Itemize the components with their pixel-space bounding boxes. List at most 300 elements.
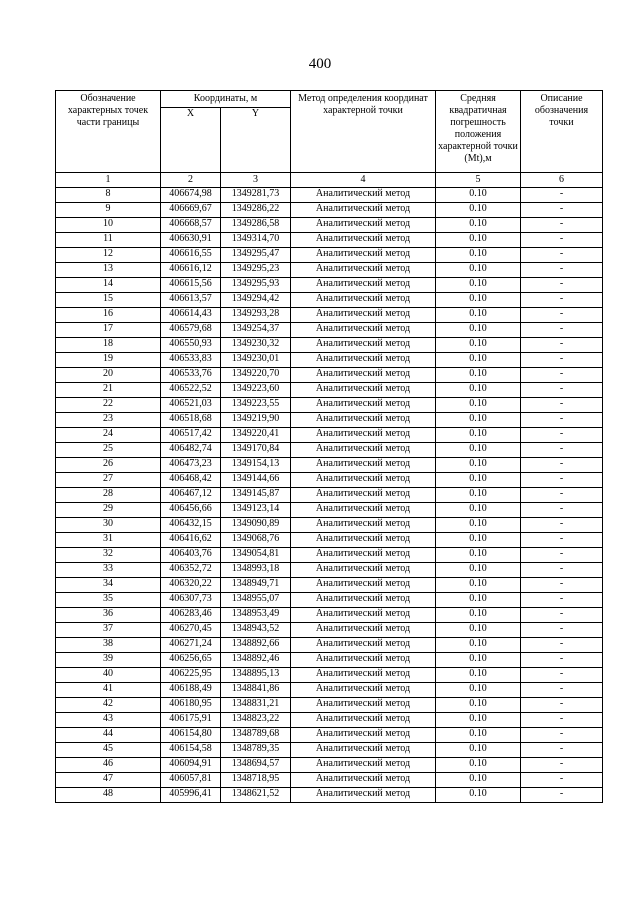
method-cell: Аналитический метод — [291, 503, 436, 518]
column-number: 2 — [161, 173, 221, 188]
y-coordinate-cell: 1349254,37 — [221, 323, 291, 338]
y-coordinate-cell: 1349286,58 — [221, 218, 291, 233]
table-row — [56, 698, 603, 713]
x-coordinate-cell: 406579,68 — [161, 323, 221, 338]
point-number-cell: 19 — [56, 353, 161, 368]
table-row — [56, 218, 603, 233]
description-cell: - — [521, 353, 603, 368]
point-number-cell: 28 — [56, 488, 161, 503]
y-coordinate-cell: 1348831,21 — [221, 698, 291, 713]
table-row — [56, 593, 603, 608]
column-number: 1 — [56, 173, 161, 188]
error-cell: 0.10 — [436, 563, 521, 578]
y-coordinate-cell: 1348694,57 — [221, 758, 291, 773]
x-coordinate-cell: 406550,93 — [161, 338, 221, 353]
error-cell: 0.10 — [436, 263, 521, 278]
table-row — [56, 308, 603, 323]
y-coordinate-cell: 1349230,01 — [221, 353, 291, 368]
error-cell: 0.10 — [436, 488, 521, 503]
description-cell: - — [521, 293, 603, 308]
method-cell: Аналитический метод — [291, 248, 436, 263]
table-row — [56, 353, 603, 368]
error-cell: 0.10 — [436, 308, 521, 323]
table-row — [56, 473, 603, 488]
y-coordinate-cell: 1348841,86 — [221, 683, 291, 698]
description-cell: - — [521, 413, 603, 428]
method-cell: Аналитический метод — [291, 188, 436, 203]
error-cell: 0.10 — [436, 473, 521, 488]
description-cell: - — [521, 443, 603, 458]
error-cell: 0.10 — [436, 758, 521, 773]
table-row — [56, 248, 603, 263]
point-number-cell: 18 — [56, 338, 161, 353]
error-cell: 0.10 — [436, 428, 521, 443]
method-cell: Аналитический метод — [291, 233, 436, 248]
method-cell: Аналитический метод — [291, 443, 436, 458]
point-number-cell: 36 — [56, 608, 161, 623]
column-number: 5 — [436, 173, 521, 188]
x-coordinate-cell: 406630,91 — [161, 233, 221, 248]
point-number-cell: 29 — [56, 503, 161, 518]
description-cell: - — [521, 653, 603, 668]
table-row — [56, 293, 603, 308]
y-coordinate-cell: 1349123,14 — [221, 503, 291, 518]
error-cell: 0.10 — [436, 278, 521, 293]
table-row — [56, 743, 603, 758]
method-cell: Аналитический метод — [291, 773, 436, 788]
point-number-cell: 38 — [56, 638, 161, 653]
point-number-cell: 20 — [56, 368, 161, 383]
method-cell: Аналитический метод — [291, 323, 436, 338]
y-coordinate-cell: 1348789,35 — [221, 743, 291, 758]
point-number-cell: 41 — [56, 683, 161, 698]
x-coordinate-cell: 406521,03 — [161, 398, 221, 413]
error-cell: 0.10 — [436, 668, 521, 683]
x-coordinate-cell: 406669,67 — [161, 203, 221, 218]
method-cell: Аналитический метод — [291, 758, 436, 773]
point-number-cell: 34 — [56, 578, 161, 593]
error-cell: 0.10 — [436, 248, 521, 263]
point-number-cell: 23 — [56, 413, 161, 428]
error-cell: 0.10 — [436, 383, 521, 398]
point-number-cell: 44 — [56, 728, 161, 743]
point-number-cell: 26 — [56, 458, 161, 473]
method-cell: Аналитический метод — [291, 338, 436, 353]
x-coordinate-cell: 406517,42 — [161, 428, 221, 443]
method-cell: Аналитический метод — [291, 518, 436, 533]
point-number-cell: 39 — [56, 653, 161, 668]
error-cell: 0.10 — [436, 218, 521, 233]
table-row — [56, 188, 603, 203]
y-coordinate-cell: 1349154,13 — [221, 458, 291, 473]
y-coordinate-cell: 1349219,90 — [221, 413, 291, 428]
method-cell: Аналитический метод — [291, 713, 436, 728]
method-cell: Аналитический метод — [291, 398, 436, 413]
description-cell: - — [521, 773, 603, 788]
y-coordinate-cell: 1348955,07 — [221, 593, 291, 608]
error-cell: 0.10 — [436, 728, 521, 743]
column-number: 6 — [521, 173, 603, 188]
point-number-cell: 11 — [56, 233, 161, 248]
table-row — [56, 728, 603, 743]
y-coordinate-cell: 1349294,42 — [221, 293, 291, 308]
x-coordinate-cell: 406416,62 — [161, 533, 221, 548]
point-number-cell: 21 — [56, 383, 161, 398]
description-cell: - — [521, 533, 603, 548]
boundary-points-table — [55, 90, 603, 803]
method-cell: Аналитический метод — [291, 668, 436, 683]
method-cell: Аналитический метод — [291, 788, 436, 803]
x-coordinate-cell: 406616,12 — [161, 263, 221, 278]
y-coordinate-cell: 1348943,52 — [221, 623, 291, 638]
x-coordinate-cell: 406668,57 — [161, 218, 221, 233]
page-number: 400 — [308, 56, 332, 72]
x-coordinate-cell: 406467,12 — [161, 488, 221, 503]
description-cell: - — [521, 188, 603, 203]
error-cell: 0.10 — [436, 713, 521, 728]
error-cell: 0.10 — [436, 608, 521, 623]
point-number-cell: 14 — [56, 278, 161, 293]
method-cell: Аналитический метод — [291, 428, 436, 443]
error-cell: 0.10 — [436, 788, 521, 803]
error-cell: 0.10 — [436, 443, 521, 458]
header-x: X — [161, 108, 221, 173]
description-cell: - — [521, 698, 603, 713]
x-coordinate-cell: 406473,23 — [161, 458, 221, 473]
y-coordinate-cell: 1349223,60 — [221, 383, 291, 398]
x-coordinate-cell: 405996,41 — [161, 788, 221, 803]
y-coordinate-cell: 1348892,46 — [221, 653, 291, 668]
table-row — [56, 203, 603, 218]
description-cell: - — [521, 503, 603, 518]
description-cell: - — [521, 263, 603, 278]
method-cell: Аналитический метод — [291, 368, 436, 383]
table-row — [56, 683, 603, 698]
x-coordinate-cell: 406533,76 — [161, 368, 221, 383]
method-cell: Аналитический метод — [291, 533, 436, 548]
method-cell: Аналитический метод — [291, 623, 436, 638]
method-cell: Аналитический метод — [291, 293, 436, 308]
x-coordinate-cell: 406613,57 — [161, 293, 221, 308]
point-number-cell: 45 — [56, 743, 161, 758]
header-coordinates: Координаты, м — [161, 91, 291, 108]
table-row — [56, 503, 603, 518]
x-coordinate-cell: 406352,72 — [161, 563, 221, 578]
x-coordinate-cell: 406270,45 — [161, 623, 221, 638]
method-cell: Аналитический метод — [291, 548, 436, 563]
table-row — [56, 638, 603, 653]
description-cell: - — [521, 308, 603, 323]
method-cell: Аналитический метод — [291, 563, 436, 578]
table-row — [56, 383, 603, 398]
description-cell: - — [521, 623, 603, 638]
table-row — [56, 563, 603, 578]
method-cell: Аналитический метод — [291, 653, 436, 668]
description-cell: - — [521, 563, 603, 578]
y-coordinate-cell: 1349295,23 — [221, 263, 291, 278]
error-cell: 0.10 — [436, 698, 521, 713]
error-cell: 0.10 — [436, 743, 521, 758]
description-cell: - — [521, 743, 603, 758]
table-row — [56, 758, 603, 773]
description-cell: - — [521, 758, 603, 773]
x-coordinate-cell: 406154,58 — [161, 743, 221, 758]
point-number-cell: 13 — [56, 263, 161, 278]
method-cell: Аналитический метод — [291, 308, 436, 323]
table-row — [56, 368, 603, 383]
method-cell: Аналитический метод — [291, 698, 436, 713]
point-number-cell: 15 — [56, 293, 161, 308]
error-cell: 0.10 — [436, 338, 521, 353]
error-cell: 0.10 — [436, 203, 521, 218]
table-row — [56, 428, 603, 443]
y-coordinate-cell: 1348895,13 — [221, 668, 291, 683]
x-coordinate-cell: 406522,52 — [161, 383, 221, 398]
error-cell: 0.10 — [436, 773, 521, 788]
y-coordinate-cell: 1349295,93 — [221, 278, 291, 293]
x-coordinate-cell: 406482,74 — [161, 443, 221, 458]
point-number-cell: 33 — [56, 563, 161, 578]
description-cell: - — [521, 518, 603, 533]
y-coordinate-cell: 1349145,87 — [221, 488, 291, 503]
point-number-cell: 42 — [56, 698, 161, 713]
x-coordinate-cell: 406614,43 — [161, 308, 221, 323]
x-coordinate-cell: 406518,68 — [161, 413, 221, 428]
y-coordinate-cell: 1348953,49 — [221, 608, 291, 623]
description-cell: - — [521, 458, 603, 473]
description-cell: - — [521, 638, 603, 653]
y-coordinate-cell: 1349170,84 — [221, 443, 291, 458]
point-number-cell: 16 — [56, 308, 161, 323]
table-row — [56, 773, 603, 788]
table-body — [56, 188, 603, 803]
y-coordinate-cell: 1349220,70 — [221, 368, 291, 383]
point-number-cell: 22 — [56, 398, 161, 413]
error-cell: 0.10 — [436, 683, 521, 698]
table-row — [56, 413, 603, 428]
description-cell: - — [521, 233, 603, 248]
method-cell: Аналитический метод — [291, 593, 436, 608]
point-number-cell: 30 — [56, 518, 161, 533]
table-row — [56, 788, 603, 803]
error-cell: 0.10 — [436, 368, 521, 383]
y-coordinate-cell: 1349090,89 — [221, 518, 291, 533]
error-cell: 0.10 — [436, 593, 521, 608]
description-cell: - — [521, 728, 603, 743]
table-row — [56, 548, 603, 563]
method-cell: Аналитический метод — [291, 578, 436, 593]
description-cell: - — [521, 248, 603, 263]
description-cell: - — [521, 323, 603, 338]
y-coordinate-cell: 1349054,81 — [221, 548, 291, 563]
y-coordinate-cell: 1349144,66 — [221, 473, 291, 488]
method-cell: Аналитический метод — [291, 353, 436, 368]
error-cell: 0.10 — [436, 518, 521, 533]
point-number-cell: 31 — [56, 533, 161, 548]
table-row — [56, 443, 603, 458]
description-cell: - — [521, 473, 603, 488]
error-cell: 0.10 — [436, 413, 521, 428]
error-cell: 0.10 — [436, 398, 521, 413]
method-cell: Аналитический метод — [291, 683, 436, 698]
point-number-cell: 37 — [56, 623, 161, 638]
description-cell: - — [521, 338, 603, 353]
method-cell: Аналитический метод — [291, 488, 436, 503]
point-number-cell: 40 — [56, 668, 161, 683]
y-coordinate-cell: 1348949,71 — [221, 578, 291, 593]
header-y: Y — [221, 108, 291, 173]
x-coordinate-cell: 406271,24 — [161, 638, 221, 653]
method-cell: Аналитический метод — [291, 743, 436, 758]
x-coordinate-cell: 406256,65 — [161, 653, 221, 668]
x-coordinate-cell: 406533,83 — [161, 353, 221, 368]
description-cell: - — [521, 218, 603, 233]
method-cell: Аналитический метод — [291, 458, 436, 473]
error-cell: 0.10 — [436, 323, 521, 338]
error-cell: 0.10 — [436, 293, 521, 308]
y-coordinate-cell: 1349230,32 — [221, 338, 291, 353]
error-cell: 0.10 — [436, 653, 521, 668]
x-coordinate-cell: 406225,95 — [161, 668, 221, 683]
column-number-row — [56, 173, 603, 188]
y-coordinate-cell: 1349223,55 — [221, 398, 291, 413]
x-coordinate-cell: 406175,91 — [161, 713, 221, 728]
point-number-cell: 46 — [56, 758, 161, 773]
description-cell: - — [521, 668, 603, 683]
description-cell: - — [521, 713, 603, 728]
x-coordinate-cell: 406403,76 — [161, 548, 221, 563]
x-coordinate-cell: 406057,81 — [161, 773, 221, 788]
point-number-cell: 24 — [56, 428, 161, 443]
description-cell: - — [521, 593, 603, 608]
x-coordinate-cell: 406468,42 — [161, 473, 221, 488]
description-cell: - — [521, 368, 603, 383]
y-coordinate-cell: 1349293,28 — [221, 308, 291, 323]
y-coordinate-cell: 1349286,22 — [221, 203, 291, 218]
error-cell: 0.10 — [436, 188, 521, 203]
x-coordinate-cell: 406154,80 — [161, 728, 221, 743]
x-coordinate-cell: 406456,66 — [161, 503, 221, 518]
description-cell: - — [521, 428, 603, 443]
method-cell: Аналитический метод — [291, 413, 436, 428]
table-row — [56, 608, 603, 623]
x-coordinate-cell: 406094,91 — [161, 758, 221, 773]
table-row — [56, 518, 603, 533]
method-cell: Аналитический метод — [291, 263, 436, 278]
table-row — [56, 398, 603, 413]
method-cell: Аналитический метод — [291, 728, 436, 743]
description-cell: - — [521, 488, 603, 503]
error-cell: 0.10 — [436, 638, 521, 653]
table-row — [56, 458, 603, 473]
table-row — [56, 488, 603, 503]
description-cell: - — [521, 383, 603, 398]
x-coordinate-cell: 406307,73 — [161, 593, 221, 608]
error-cell: 0.10 — [436, 623, 521, 638]
y-coordinate-cell: 1349295,47 — [221, 248, 291, 263]
table-row — [56, 323, 603, 338]
y-coordinate-cell: 1349220,41 — [221, 428, 291, 443]
point-number-cell: 48 — [56, 788, 161, 803]
method-cell: Аналитический метод — [291, 473, 436, 488]
point-number-cell: 35 — [56, 593, 161, 608]
point-number-cell: 8 — [56, 188, 161, 203]
table-row — [56, 233, 603, 248]
description-cell: - — [521, 203, 603, 218]
method-cell: Аналитический метод — [291, 638, 436, 653]
x-coordinate-cell: 406432,15 — [161, 518, 221, 533]
column-number: 4 — [291, 173, 436, 188]
point-number-cell: 43 — [56, 713, 161, 728]
y-coordinate-cell: 1348718,95 — [221, 773, 291, 788]
table-row — [56, 533, 603, 548]
method-cell: Аналитический метод — [291, 218, 436, 233]
point-number-cell: 10 — [56, 218, 161, 233]
point-number-cell: 12 — [56, 248, 161, 263]
y-coordinate-cell: 1348892,66 — [221, 638, 291, 653]
y-coordinate-cell: 1348621,52 — [221, 788, 291, 803]
description-cell: - — [521, 398, 603, 413]
table-row — [56, 278, 603, 293]
point-number-cell: 27 — [56, 473, 161, 488]
column-number: 3 — [221, 173, 291, 188]
x-coordinate-cell: 406615,56 — [161, 278, 221, 293]
error-cell: 0.10 — [436, 503, 521, 518]
y-coordinate-cell: 1348993,18 — [221, 563, 291, 578]
x-coordinate-cell: 406283,46 — [161, 608, 221, 623]
error-cell: 0.10 — [436, 533, 521, 548]
table-row — [56, 578, 603, 593]
x-coordinate-cell: 406616,55 — [161, 248, 221, 263]
description-cell: - — [521, 278, 603, 293]
y-coordinate-cell: 1348823,22 — [221, 713, 291, 728]
method-cell: Аналитический метод — [291, 608, 436, 623]
description-cell: - — [521, 548, 603, 563]
header-point-designation: Обозначение характерных точек части границы — [56, 91, 161, 173]
point-number-cell: 32 — [56, 548, 161, 563]
x-coordinate-cell: 406188,49 — [161, 683, 221, 698]
table-row — [56, 668, 603, 683]
header-method: Метод определения координат характерной точки — [291, 91, 436, 173]
table-row — [56, 623, 603, 638]
table-row — [56, 338, 603, 353]
error-cell: 0.10 — [436, 578, 521, 593]
method-cell: Аналитический метод — [291, 278, 436, 293]
error-cell: 0.10 — [436, 548, 521, 563]
table-row — [56, 263, 603, 278]
x-coordinate-cell: 406674,98 — [161, 188, 221, 203]
description-cell: - — [521, 608, 603, 623]
x-coordinate-cell: 406320,22 — [161, 578, 221, 593]
error-cell: 0.10 — [436, 353, 521, 368]
table-row — [56, 653, 603, 668]
method-cell: Аналитический метод — [291, 203, 436, 218]
y-coordinate-cell: 1349314,70 — [221, 233, 291, 248]
y-coordinate-cell: 1349068,76 — [221, 533, 291, 548]
point-number-cell: 17 — [56, 323, 161, 338]
y-coordinate-cell: 1349281,73 — [221, 188, 291, 203]
method-cell: Аналитический метод — [291, 383, 436, 398]
error-cell: 0.10 — [436, 233, 521, 248]
x-coordinate-cell: 406180,95 — [161, 698, 221, 713]
description-cell: - — [521, 683, 603, 698]
table-row — [56, 713, 603, 728]
header-description: Описание обозначения точки — [521, 91, 603, 173]
y-coordinate-cell: 1348789,68 — [221, 728, 291, 743]
description-cell: - — [521, 788, 603, 803]
point-number-cell: 9 — [56, 203, 161, 218]
point-number-cell: 25 — [56, 443, 161, 458]
